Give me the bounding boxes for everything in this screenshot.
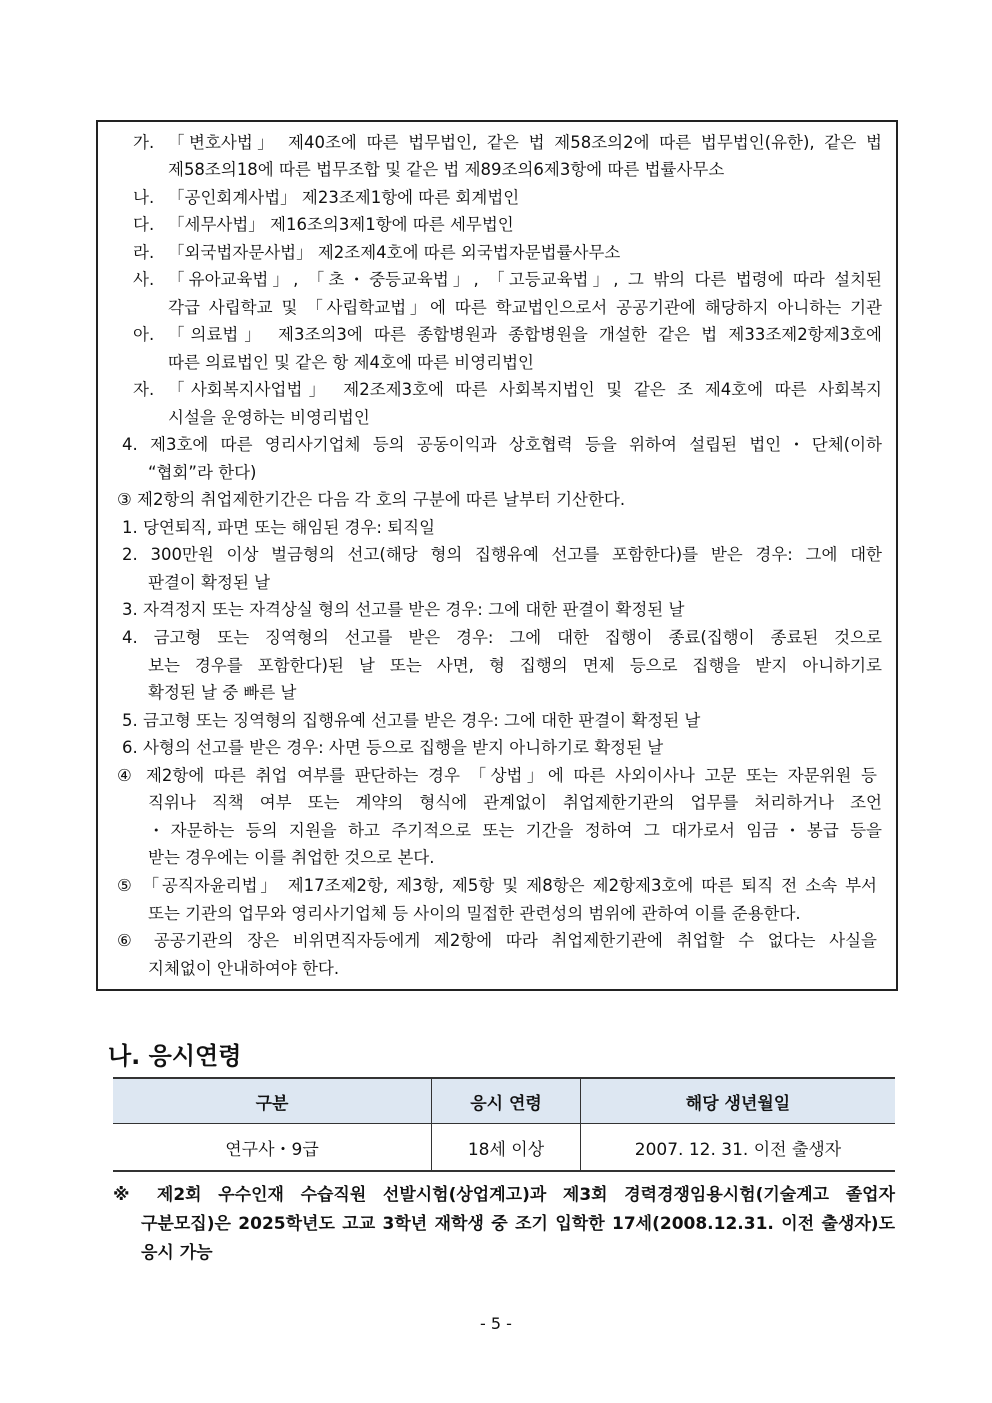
paragraph-3: ③ 제2항의 취업제한기간은 다음 각 호의 구분에 따른 날부터 기산한다. <box>117 490 626 509</box>
sub-item-continuation: 제58조의18에 따른 법무조합 및 같은 법 제89조의6제3항에 따른 법률사무소 <box>168 160 725 179</box>
sub-item-marker: 아. <box>133 325 155 344</box>
paragraph-continuation: 직위나 직책 여부 또는 계약의 형식에 관계없이 취업제한기관의 업무를 처리하거나 조언 <box>148 793 882 812</box>
paragraph-continuation: ・자문하는 등의 지원을 하고 주기적으로 또는 기간을 정하여 그 대가로서 임금・봉급 등을 <box>148 821 882 840</box>
paragraph-continuation: 지체없이 안내하여야 한다. <box>148 959 340 978</box>
sub-item-text: 「사회복지사업법」 제2조제3호에 따른 사회복지법인 및 같은 조 제4호에 따른 사회복지 <box>168 380 882 399</box>
numbered-item: 4. 금고형 또는 징역형의 선고를 받은 경우: 그에 대한 집행이 종료(집행이 종료된 것으로 <box>122 628 882 647</box>
sub-item-continuation: 각급 사립학교 및 「사립학교법」에 따른 학교법인으로서 공공기관에 해당하지 아니하는 기관 <box>168 298 882 317</box>
sub-item-continuation: 따른 의료법인 및 같은 항 제4호에 따른 비영리법인 <box>168 353 534 372</box>
numbered-item: 3. 자격정지 또는 자격상실 형의 선고를 받은 경우: 그에 대한 판결이 확정된 날 <box>122 600 685 619</box>
sub-item-marker: 가. <box>133 133 155 152</box>
sub-item-text: 「세무사법」 제16조의3제1항에 따른 세무법인 <box>168 215 514 234</box>
note-line: 응시 가능 <box>141 1243 213 1263</box>
table-cell: 2007. 12. 31. 이전 출생자 <box>581 1124 896 1172</box>
table-header: 구분 <box>113 1078 432 1124</box>
numbered-item: 2. 300만원 이상 벌금형의 선고(해당 형의 집행유예 선고를 포함한다)를 받은 경우: 그에 대한 <box>122 545 882 564</box>
paragraph-continuation: 또는 기관의 업무와 영리사기업체 등 사이의 밀접한 관련성의 범위에 관하여 이를 준용한다. <box>148 904 801 923</box>
sub-item-text: 「의료법」 제3조의3에 따른 종합병원과 종합병원을 개설한 같은 법 제33조제2항제3호에 <box>168 325 882 344</box>
sub-item-continuation: 시설을 운영하는 비영리법인 <box>168 408 370 427</box>
sub-item-text: 「변호사법」 제40조에 따른 법무법인, 같은 법 제58조의2에 따른 법무법인(유한), 같은 법 <box>168 133 882 152</box>
age-table <box>113 1077 895 1172</box>
numbered-item-continuation: 확정된 날 중 빠른 날 <box>148 683 297 702</box>
page-number: - 5 - <box>480 1314 512 1333</box>
paragraph-5: ⑤ 「공직자윤리법」 제17조제2항, 제3항, 제5항 및 제8항은 제2항제3호에 따른 퇴직 전 소속 부서 <box>117 876 877 895</box>
sub-item-marker: 사. <box>133 270 155 289</box>
paragraph-6: ⑥ 공공기관의 장은 비위면직자등에게 제2항에 따라 취업제한기관에 취업할 수 없다는 사실을 <box>117 931 877 950</box>
paragraph-continuation: 받는 경우에는 이를 취업한 것으로 본다. <box>148 848 435 867</box>
numbered-item: 5. 금고형 또는 징역형의 집행유예 선고를 받은 경우: 그에 대한 판결이 확정된 날 <box>122 711 701 730</box>
numbered-item-continuation: “협회”라 한다) <box>148 463 257 482</box>
sub-item-marker: 라. <box>133 243 155 262</box>
sub-item-marker: 자. <box>133 380 155 399</box>
table-header: 해당 생년월일 <box>581 1078 896 1124</box>
note-line: ※ 제2회 우수인재 수습직원 선발시험(상업계고)과 제3회 경력경쟁임용시험(기술계고 졸업자 <box>113 1185 895 1205</box>
sub-item-text: 「외국법자문사법」 제2조제4호에 따른 외국법자문법률사무소 <box>168 243 621 262</box>
table-cell: 연구사・9급 <box>113 1124 432 1172</box>
numbered-item-continuation: 판결이 확정된 날 <box>148 573 271 592</box>
numbered-item-continuation: 보는 경우를 포함한다)된 날 또는 사면, 형 집행의 면제 등으로 집행을 받지 아니하기로 <box>148 656 882 675</box>
numbered-item: 6. 사형의 선고를 받은 경우: 사면 등으로 집행을 받지 아니하기로 확정된 날 <box>122 738 664 757</box>
note-line: 구분모집)은 2025학년도 고교 3학년 재학생 중 조기 입학한 17세(2008.12.31. 이전 출생자)도 <box>141 1214 895 1234</box>
sub-item-marker: 나. <box>133 188 155 207</box>
table-header: 응시 연령 <box>432 1078 581 1124</box>
section-title: 나. 응시연령 <box>108 1042 242 1070</box>
table-cell: 18세 이상 <box>432 1124 581 1172</box>
sub-item-marker: 다. <box>133 215 155 234</box>
paragraph-4: ④ 제2항에 따른 취업 여부를 판단하는 경우 「상법」에 따른 사외이사나 고문 또는 자문위원 등 <box>117 766 877 785</box>
table-header-row <box>113 1078 895 1124</box>
numbered-item: 4. 제3호에 따른 영리사기업체 등의 공동이익과 상호협력 등을 위하여 설립된 법인・단체(이하 <box>122 435 882 454</box>
numbered-item: 1. 당연퇴직, 파면 또는 해임된 경우: 퇴직일 <box>122 518 436 537</box>
sub-item-text: 「유아교육법」, 「초・중등교육법」, 「고등교육법」, 그 밖의 다른 법령에 따라 설치된 <box>168 270 882 289</box>
sub-item-text: 「공인회계사법」 제23조제1항에 따른 회계법인 <box>168 188 520 207</box>
table-row <box>113 1124 895 1172</box>
